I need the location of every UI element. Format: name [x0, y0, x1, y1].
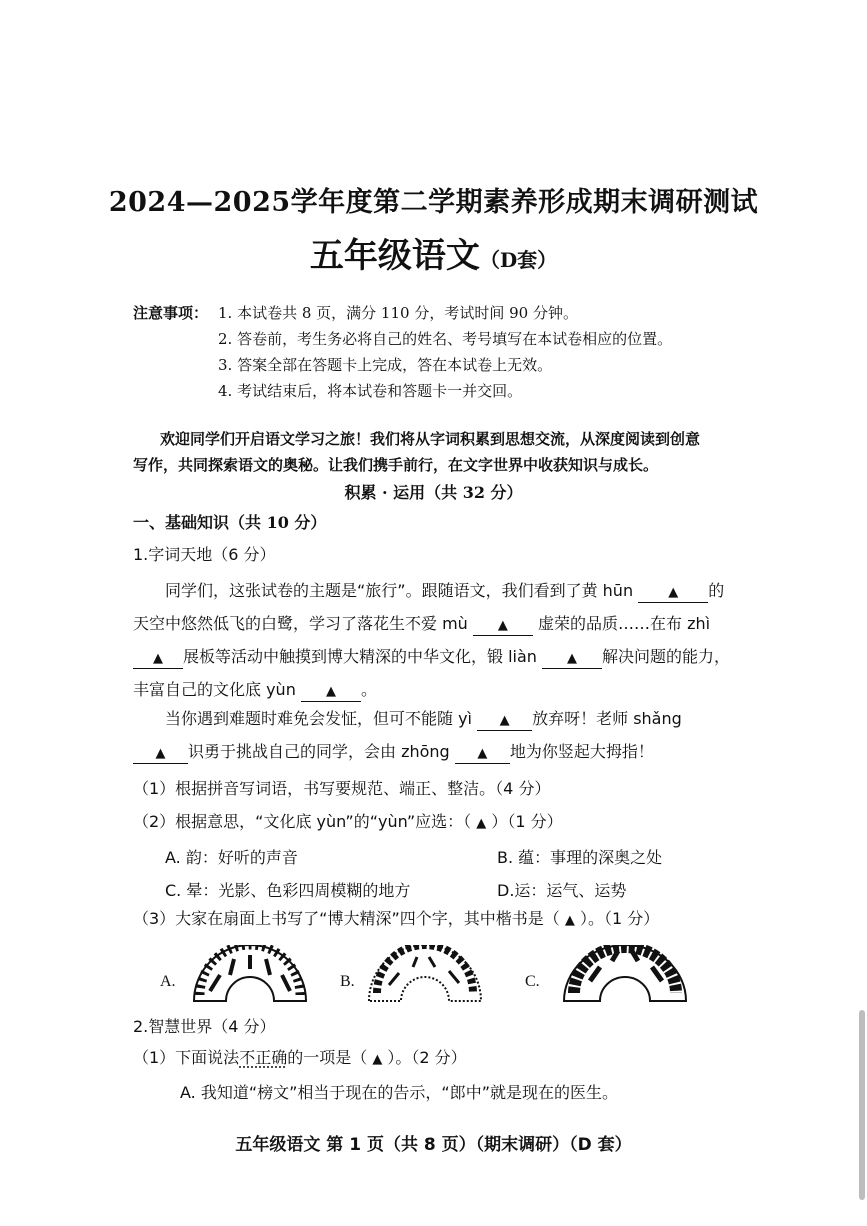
part-title: 积累 · 运用（共 32 分） — [344, 483, 523, 502]
passage-line: 丰富自己的文化底 yùn ▲ 。 — [133, 677, 377, 702]
scrollbar[interactable] — [859, 1010, 865, 1200]
blank-marker: ▲ — [372, 1052, 383, 1067]
blank-marker: ▲ — [499, 713, 510, 728]
question-2-title: 2.智慧世界（4 分） — [133, 1017, 276, 1036]
intro-line-1: 欢迎同学们开启语文学习之旅！我们将从字词积累到思想交流，从深度阅读到创意 — [160, 430, 701, 448]
option-a: A. 韵：好听的声音 — [165, 848, 298, 867]
fan-a-image — [190, 945, 310, 1005]
blank-marker: ▲ — [153, 651, 163, 666]
blank-marker: ▲ — [497, 618, 508, 633]
note-item: 3. 答案全部在答题卡上完成，答在本试卷上无效。 — [218, 356, 553, 374]
note-item: 1. 本试卷共 8 页，满分 110 分，考试时间 90 分钟。 — [218, 304, 578, 322]
option-d: D.运：运气、运势 — [497, 881, 627, 900]
fan-c-image — [560, 945, 690, 1005]
passage-line: ▲ 展板等活动中触摸到博大精深的中华文化，锻 liàn ▲ 解决问题的能力， — [133, 644, 730, 669]
blank-marker: ▲ — [325, 684, 336, 699]
sub-question: （1）下面说法不正确的一项是（ ▲ ）。（2 分） — [133, 1048, 467, 1067]
blank-marker: ▲ — [567, 651, 578, 666]
fan-b-image — [365, 945, 485, 1005]
passage-line: 同学们，这张试卷的主题是“旅行”。跟随语文，我们看到了黄 hūn ▲ 的 — [165, 578, 724, 603]
fan-option-label: B. — [340, 973, 355, 990]
fan-option-label: C. — [525, 973, 540, 990]
blank-marker: ▲ — [668, 585, 679, 600]
note-item: 2. 答卷前，考生务必将自己的姓名、考号填写在本试卷相应的位置。 — [218, 330, 673, 348]
question-1-title: 1.字词天地（6 分） — [133, 545, 276, 564]
option-b: B. 蕴：事理的深奥之处 — [497, 848, 663, 867]
exam-title: 2024—2025学年度第二学期素养形成期末调研测试 — [108, 187, 759, 218]
intro-line-2: 写作，共同探索语文的奥秘。让我们携手前行，在文字世界中收获知识与成长。 — [133, 456, 659, 474]
page-footer: 五年级语文 第 1 页（共 8 页）（期末调研）（D 套） — [235, 1135, 632, 1155]
fan-option-label: A. — [160, 973, 176, 990]
subtitle-suffix: （D套） — [479, 248, 558, 272]
blank-marker: ▲ — [476, 816, 487, 831]
emphasis-dots: 不正确 — [239, 1048, 288, 1067]
sub-question: （3）大家在扇面上书写了“博大精深”四个字，其中楷书是（ ▲ ）。（1 分） — [133, 909, 660, 928]
blank-marker: ▲ — [477, 746, 488, 761]
sub-question: （1）根据拼音写词语，书写要规范、端正、整洁。（4 分） — [133, 779, 551, 798]
sub-question: （2）根据意思，“文化底 yùn”的“yùn”应选：（ ▲ ）（1 分） — [133, 812, 563, 831]
exam-subtitle — [0, 228, 867, 277]
passage-line: 当你遇到难题时难免会发怔，但可不能随 yì ▲ 放弃呀！老师 shǎng — [165, 706, 682, 731]
note-item: 4. 考试结束后，将本试卷和答题卡一并交回。 — [218, 382, 523, 400]
section-title: 一、基础知识（共 10 分） — [133, 513, 327, 532]
subtitle-main: 五年级语文 — [309, 236, 480, 276]
passage-line: ▲ 识勇于挑战自己的同学，会由 zhōng ▲ 地为你竖起大拇指！ — [133, 739, 654, 764]
option-a: A. 我知道“榜文”相当于现在的告示，“郎中”就是现在的医生。 — [180, 1083, 618, 1102]
blank-marker: ▲ — [155, 746, 166, 761]
option-c: C. 晕：光影、色彩四周模糊的地方 — [165, 881, 411, 900]
notes-label: 注意事项： — [133, 304, 209, 322]
fan-options — [160, 945, 720, 1007]
blank-marker: ▲ — [564, 913, 575, 928]
passage-line: 天空中悠然低飞的白鹭，学习了落花生不爱 mù ▲ 虚荣的品质……在布 zhì — [133, 611, 710, 636]
